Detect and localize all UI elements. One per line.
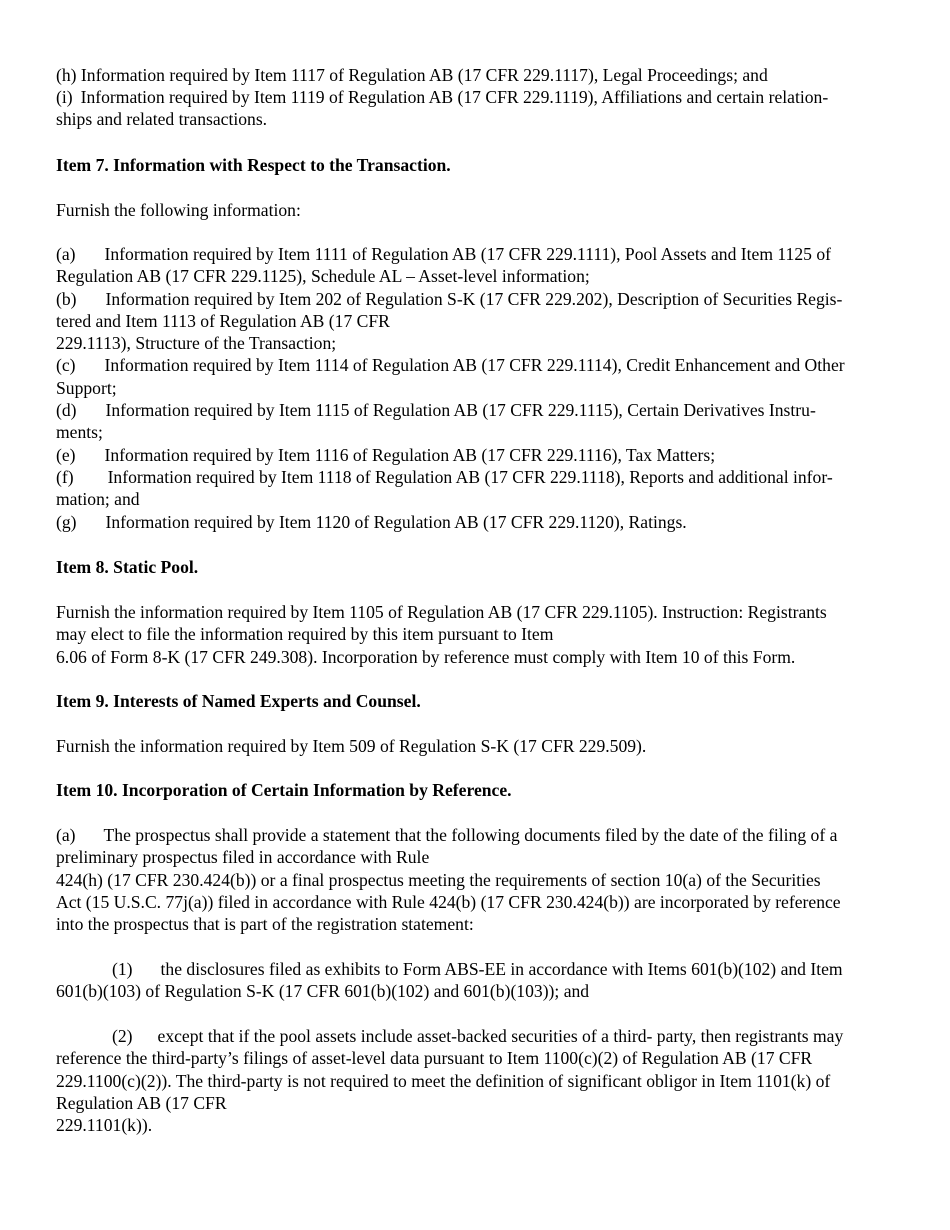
item-label: (f) xyxy=(56,466,74,487)
item-label: (i) xyxy=(56,87,73,107)
item10-heading: Item 10. Incorporation of Certain Information by Reference. xyxy=(56,780,512,800)
list-item-e: (e) Information required by Item 1116 of Regulation AB (17 CFR 229.1116), Tax Matters; xyxy=(56,444,716,465)
list-item-b: (b) Information required by Item 202 of Regulation S-K (17 CFR 229.202), Description of Securities Regis- tered and Item 1113 of Regulation AB (17 CFR 229.1113), Structure of the Transaction; xyxy=(56,288,843,354)
item-i xyxy=(56,86,901,131)
item-label: (a) xyxy=(56,825,76,845)
item7-list xyxy=(56,243,901,533)
list-item-g: (g) Information required by Item 1120 of Regulation AB (17 CFR 229.1120), Ratings. xyxy=(56,511,687,532)
list-item-a: (a) Information required by Item 1111 of Regulation AB (17 CFR 229.1111), Pool Assets and Item 1125 of Regulation AB (17 CFR 229.1125), Schedule AL – Asset-level information; xyxy=(56,244,832,287)
item-label: (c) xyxy=(56,355,76,376)
item7-heading: Item 7. Information with Respect to the Transaction. xyxy=(56,155,451,175)
item-h-line: (h) Information required by Item 1117 of Regulation AB (17 CFR 229.1117), Legal Proceedings; and xyxy=(56,65,768,85)
item10-sub1: (1) the disclosures filed as exhibits to Form ABS-EE in accordance with Items 601(b)(102) and Item 601(b)(103) of Regulation S-K (17 CFR 601(b)(102) and 601(b)(103)); and xyxy=(56,959,843,1002)
item-label: (g) xyxy=(56,511,77,532)
item-label: (d) xyxy=(56,400,77,421)
list-item-f: (f) Information required by Item 1118 of Regulation AB (17 CFR 229.1118), Reports and additional infor- mation; and xyxy=(56,466,833,510)
item9-body: Furnish the information required by Item 509 of Regulation S-K (17 CFR 229.509). xyxy=(56,736,647,756)
item-label: (a) xyxy=(56,244,76,264)
item-i-line: ships and related transactions. xyxy=(56,109,268,130)
item-label: (1) xyxy=(112,959,133,979)
item8-heading: Item 8. Static Pool. xyxy=(56,557,199,577)
item-h xyxy=(56,64,901,86)
item10-para-a: (a) The prospectus shall provide a statement that the following documents filed by the date of the filing of a preliminary prospectus filed in accordance with Rule 424(h) (17 CFR 230.424(b)) or a final prospectus meeting the requirements of section 10(a) of the Securities Act (15 U.S.C. 77j(a)) filed in accordance with Rule 424(b) (17 CFR 230.424(b)) are incorporated by reference into the prospectus that is part of the registration statement: xyxy=(56,825,841,935)
item9-heading: Item 9. Interests of Named Experts and Counsel. xyxy=(56,691,421,711)
list-item-d: (d) Information required by Item 1115 of Regulation AB (17 CFR 229.1115), Certain Derivatives Instru- ments; xyxy=(56,400,816,443)
item7-intro: Furnish the following information: xyxy=(56,200,301,220)
list-item-c: (c) Information required by Item 1114 of Regulation AB (17 CFR 229.1114), Credit Enhancement and Other Support; xyxy=(56,355,845,398)
item-label: (e) xyxy=(56,444,76,465)
item-i-line: (i) Information required by Item 1119 of Regulation AB (17 CFR 229.1119), Affiliations and certain relation- xyxy=(56,87,829,107)
item10-sub2: (2) except that if the pool assets include asset-backed securities of a third- party, then registrants may reference the third-party’s filings of asset-level data pursuant to Item 1100(c)(2) of Regulation AB (17 CFR 229.1100(c)(2)). The third-party is not required to meet the definition of significant obligor in Item 1101(k) of Regulation AB (17 CFR 229.1101(k)). xyxy=(56,1026,844,1136)
item-label: (2) xyxy=(112,1026,133,1046)
item8-body: Furnish the information required by Item 1105 of Regulation AB (17 CFR 229.1105). Instruction: Registrants may elect to file the information required by this item pursuant to Item 6.06 of Form 8-K (17 CFR 249.308). Incorporation by reference must comply with Item 10 of this Form. xyxy=(56,602,827,667)
item-label: (h) xyxy=(56,65,77,85)
item-label: (b) xyxy=(56,288,77,309)
